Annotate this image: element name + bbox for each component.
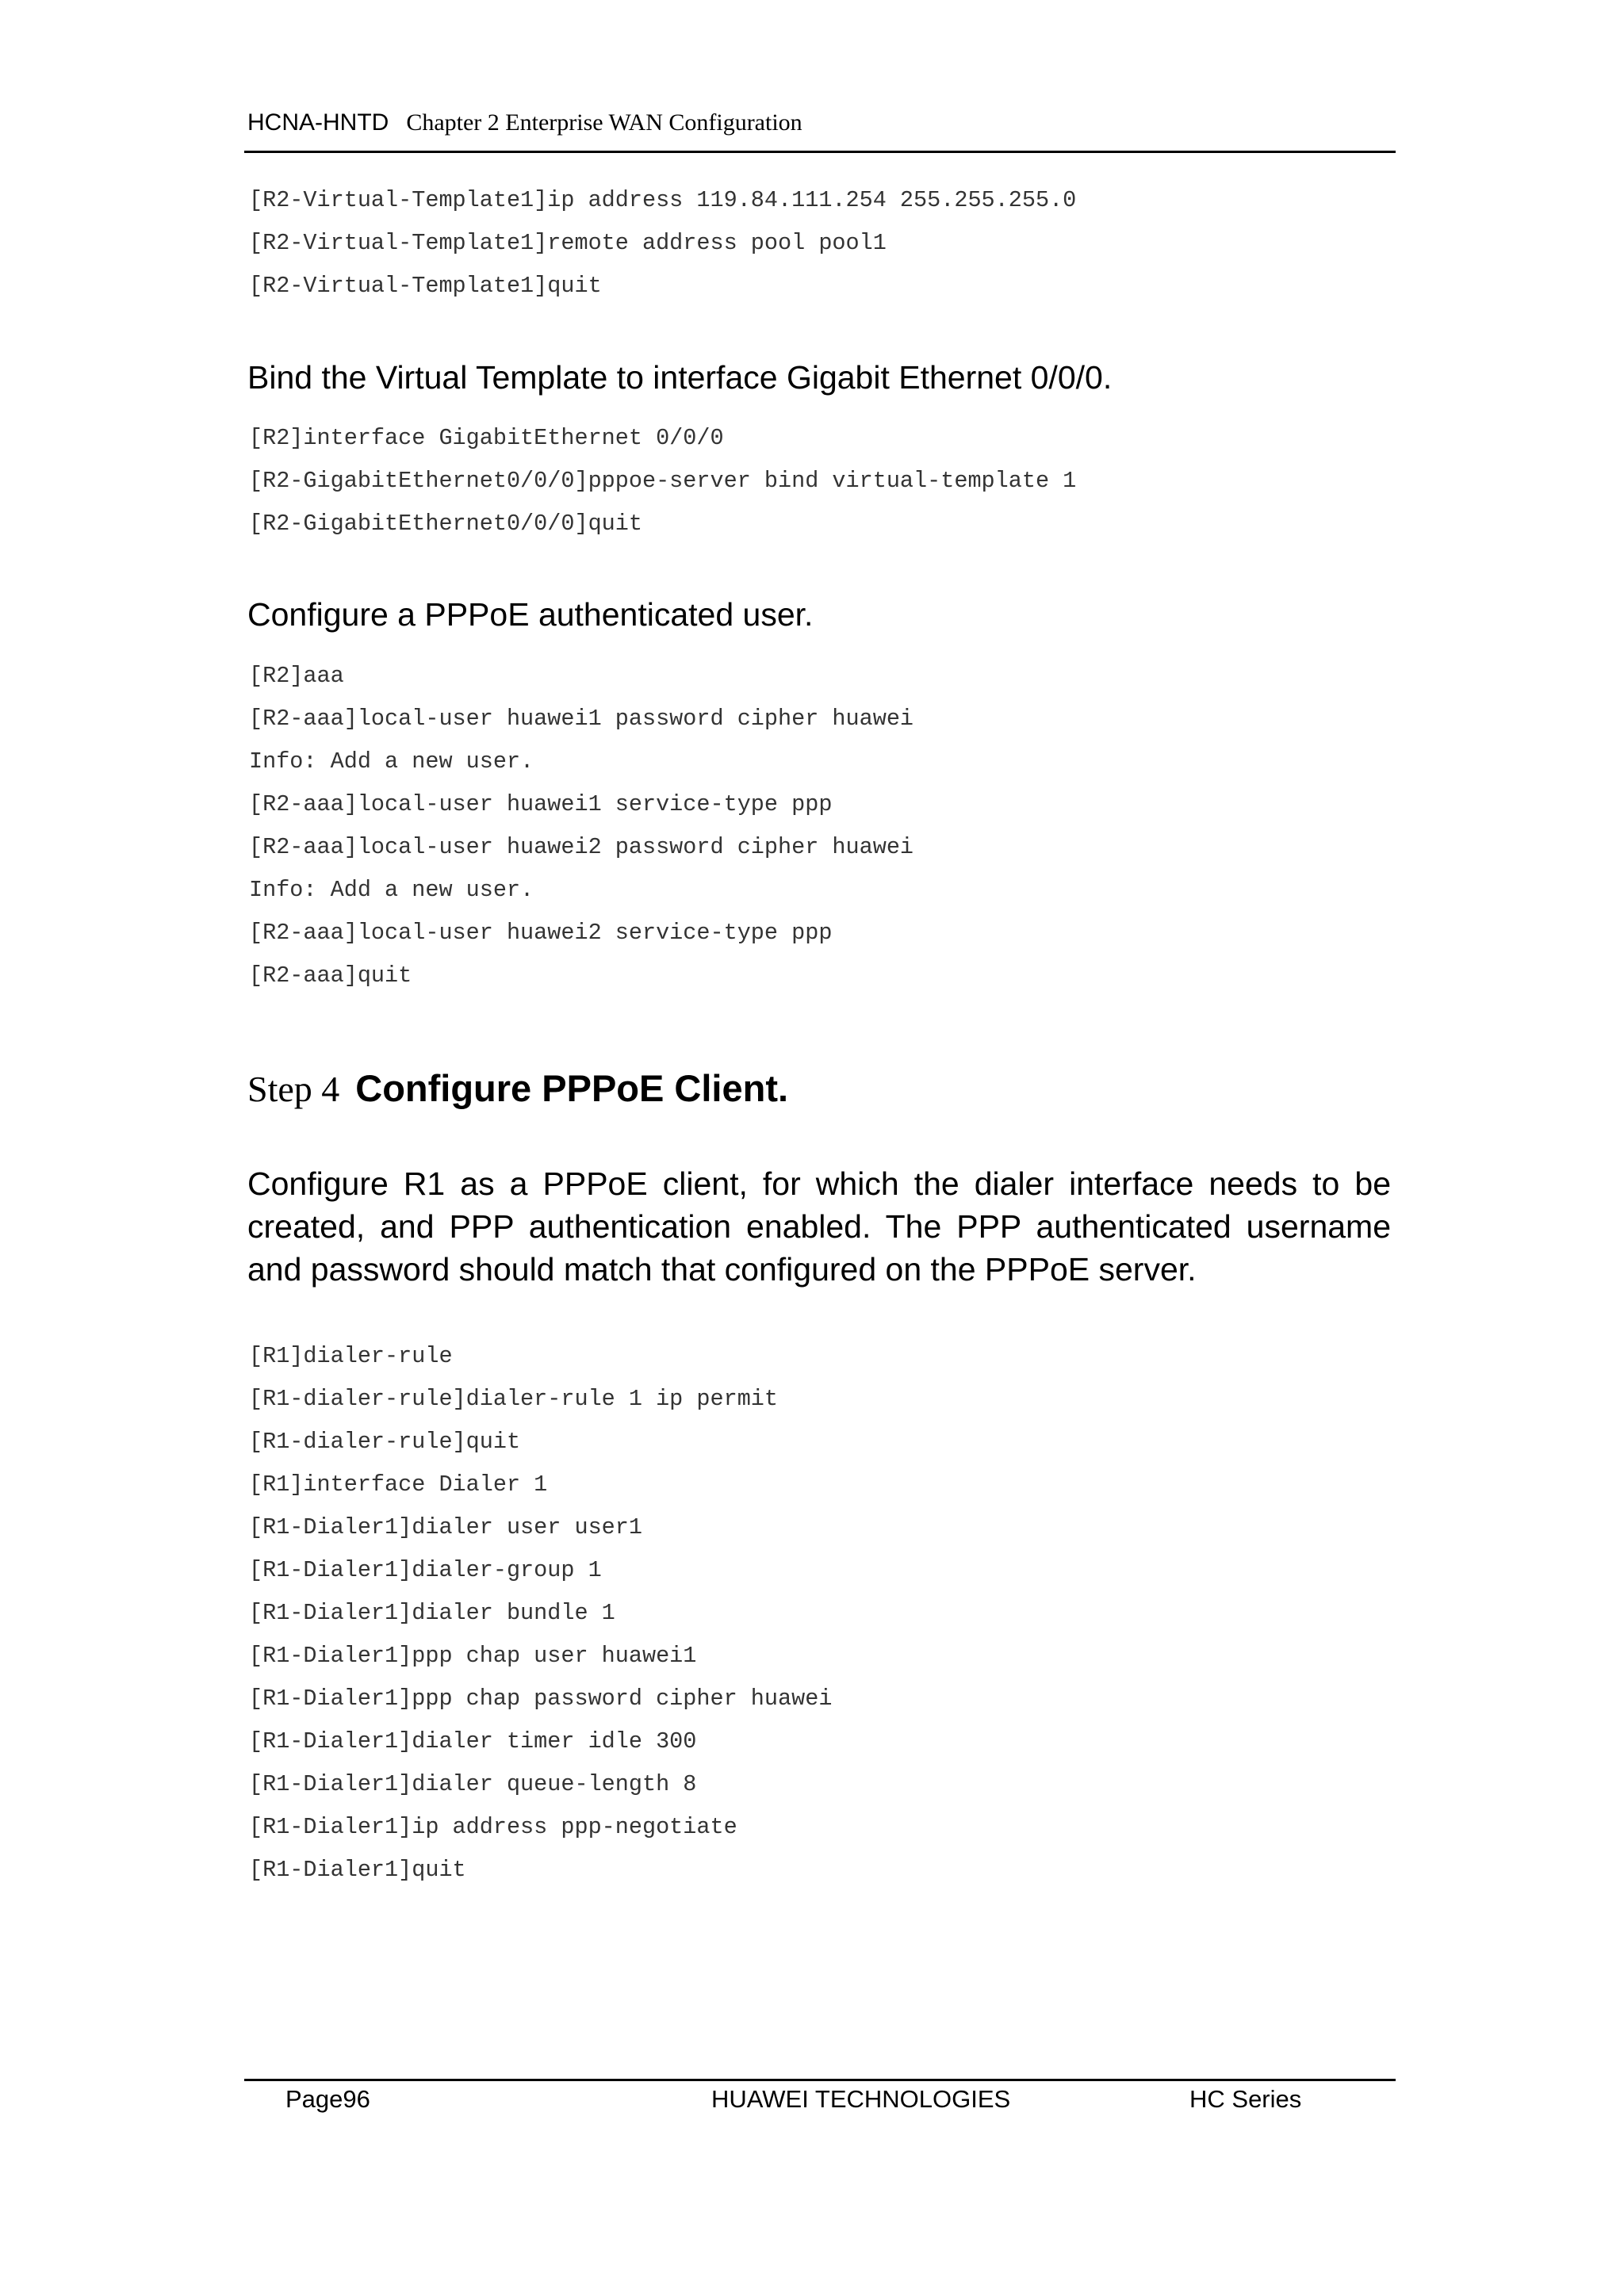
code-line: [R2-Virtual-Template1]ip address 119.84.111.254 255.255.255.0 (249, 187, 1077, 213)
step-number: Step 4 (247, 1069, 340, 1109)
code-block-gigabit-ethernet (249, 417, 1076, 545)
section-heading-user: Configure a PPPoE authenticated user. (247, 596, 814, 633)
code-block-dialer (249, 1335, 832, 1892)
code-line: [R2-Virtual-Template1]quit (249, 273, 602, 299)
code-line: [R2-Virtual-Template1]remote address pool pool1 (249, 230, 887, 256)
code-line: [R1-Dialer1]dialer-group 1 (249, 1557, 602, 1583)
code-line: [R2-GigabitEthernet0/0/0]pppoe-server bind virtual-template 1 (249, 468, 1077, 494)
code-line: [R1-Dialer1]dialer timer idle 300 (249, 1728, 697, 1755)
header-divider (244, 151, 1396, 153)
code-line: [R1-Dialer1]ip address ppp-negotiate (249, 1814, 737, 1840)
code-line: [R2]interface GigabitEthernet 0/0/0 (249, 425, 724, 451)
code-line: [R1]dialer-rule (249, 1343, 453, 1369)
footer-series: HC Series (1189, 2085, 1302, 2113)
code-line: [R2-GigabitEthernet0/0/0]quit (249, 511, 642, 537)
code-line: [R2-aaa]local-user huawei1 password cipher huawei (249, 706, 914, 732)
code-line: [R2-aaa]local-user huawei2 password cipher huawei (249, 834, 914, 860)
code-line: [R1-Dialer1]dialer user user1 (249, 1514, 642, 1540)
body-paragraph: Configure R1 as a PPPoE client, for which the dialer interface needs to be created, and PPP authentication enabled. The PPP authenticated username and password should match that configured on the PPPoE server. (247, 1165, 1391, 1288)
code-line: [R2-aaa]quit (249, 962, 412, 989)
code-line: [R2]aaa (249, 663, 344, 689)
code-line: [R1-Dialer1]dialer queue-length 8 (249, 1771, 697, 1797)
code-line: [R1-Dialer1]dialer bundle 1 (249, 1600, 615, 1626)
step-heading (247, 1061, 788, 1116)
code-line: [R1-Dialer1]ppp chap user huawei1 (249, 1643, 697, 1669)
header-chapter-title: Chapter 2 Enterprise WAN Configuration (406, 109, 802, 136)
footer-divider (244, 2079, 1396, 2081)
code-line: Info: Add a new user. (249, 748, 534, 775)
footer-company: HUAWEI TECHNOLOGIES (711, 2085, 1011, 2113)
code-line: [R2-aaa]local-user huawei1 service-type ppp (249, 791, 833, 817)
footer-page-number: Page96 (285, 2085, 370, 2113)
code-line: [R2-aaa]local-user huawei2 service-type ppp (249, 920, 833, 946)
header-course-code: HCNA-HNTD (247, 109, 389, 136)
code-line: [R1-dialer-rule]dialer-rule 1 ip permit (249, 1386, 779, 1412)
code-block-virtual-template (249, 179, 1076, 308)
code-line: [R1]interface Dialer 1 (249, 1471, 548, 1498)
code-line: [R1-dialer-rule]quit (249, 1429, 521, 1455)
code-line: Info: Add a new user. (249, 877, 534, 903)
step-title: Configure PPPoE Client. (355, 1067, 789, 1109)
code-block-aaa (249, 655, 914, 997)
section-heading-bind: Bind the Virtual Template to interface Gigabit Ethernet 0/0/0. (247, 359, 1113, 396)
running-header (247, 103, 802, 143)
code-line: [R1-Dialer1]quit (249, 1857, 466, 1883)
code-line: [R1-Dialer1]ppp chap password cipher huawei (249, 1686, 833, 1712)
